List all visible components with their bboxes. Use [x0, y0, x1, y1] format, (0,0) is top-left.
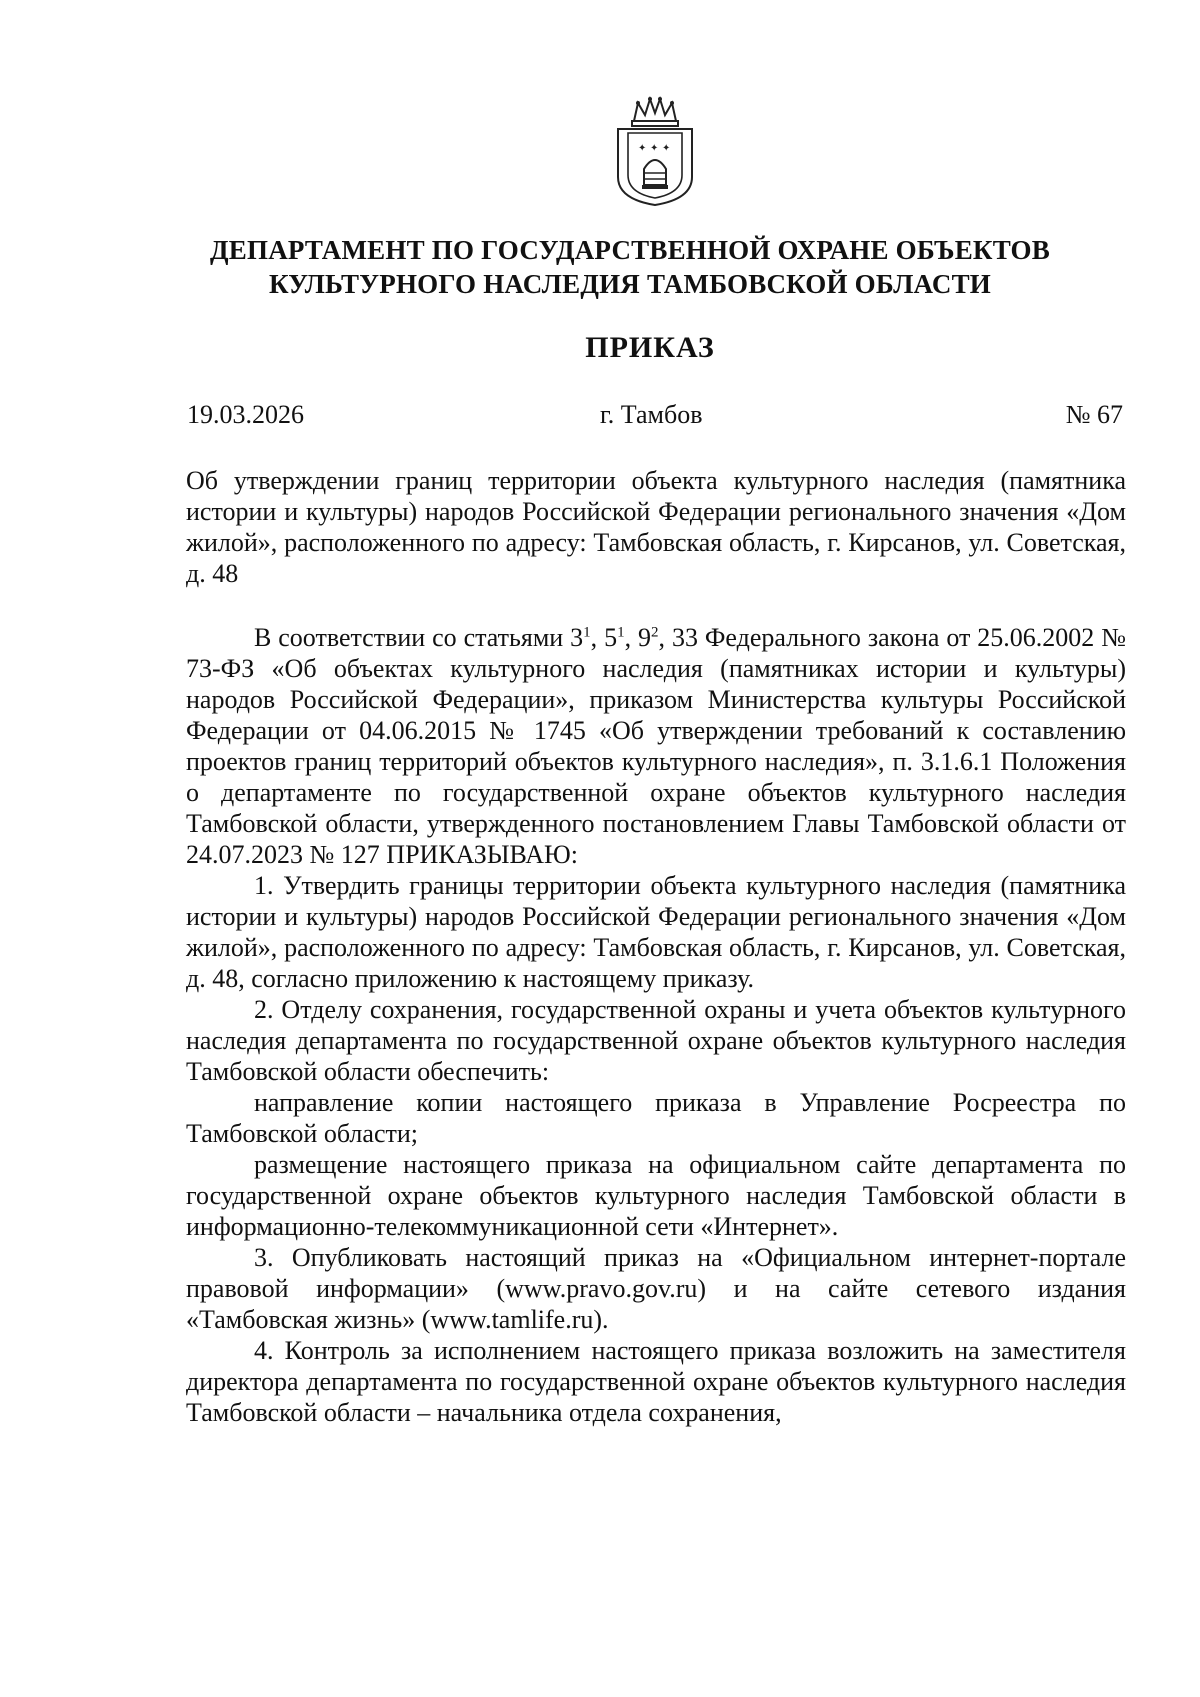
svg-text:✦: ✦: [662, 143, 671, 154]
order-item-3: 3. Опубликовать настоящий приказ на «Официальном интернет-портале правовой информации» (www.pravo.gov.ru) и на сайте сетевого издания «Тамбовская жизнь» (www.tamlife.ru).: [186, 1243, 1126, 1334]
department-title: [150, 233, 1110, 301]
preamble-paragraph: В соответствии со статьями $3^1$, $5^1$, $9^2$, 33 Федерального закона от 25.06.2002 № 73-ФЗ «Об объектах культурного наследия (памятниках истории и культуры) народов Российской Федерации», приказом Министерства культуры Российской Федерации от 04.06.2015 № 1745 «Об утверждении требований к составлению проектов границ территорий объектов культурного наследия», п. 3.1.6.1 Положения о департаменте по государственной охране объектов культурного наследия Тамбовской области, утвержденного постановлением Главы Тамбовской области от 24.07.2023 № 127 ПРИКАЗЫВАЮ:: [186, 623, 1127, 869]
svg-text:✦: ✦: [650, 143, 659, 154]
order-item-1: 1. Утвердить границы территории объекта культурного наследия (памятника истории и культуры) народов Российской Федерации регионального значения «Дом жилой», расположенного по адресу: Тамбовская область, г. Кирсанов, ул. Советская, д. 48, согласно приложению к настоящему приказу.: [186, 871, 1126, 993]
order-item-2-subpoint-1: направление копии настоящего приказа в Управление Росреестра по Тамбовской области;: [186, 1088, 1126, 1148]
document-type: ПРИКАЗ: [585, 331, 715, 364]
document-city: г. Тамбов: [600, 400, 703, 429]
order-item-4: 4. Контроль за исполнением настоящего приказа возложить на заместителя директора департамента по государственной охране объектов культурного наследия Тамбовской области – начальника отдела сохранения,: [186, 1336, 1126, 1427]
document-subject: Об утверждении границ территории объекта культурного наследия (памятника истории и культуры) народов Российской Федерации регионального значения «Дом жилой», расположенного по адресу: Тамбовская область, г. Кирсанов, ул. Советская, д. 48: [186, 466, 1126, 588]
department-title-line1: ДЕПАРТАМЕНТ ПО ГОСУДАРСТВЕННОЙ ОХРАНЕ ОБЪЕКТОВ: [210, 235, 1050, 265]
document-number: № 67: [1065, 400, 1123, 429]
svg-text:✦: ✦: [638, 143, 647, 154]
order-item-2-subpoint-2: размещение настоящего приказа на официальном сайте департамента по государственной охране объектов культурного наследия Тамбовской области в информационно-телекоммуникационной сети «Интернет».: [186, 1150, 1126, 1241]
document-date: 19.03.2026: [187, 400, 304, 429]
document-body: [186, 622, 1126, 1428]
order-item-2: 2. Отделу сохранения, государственной охраны и учета объектов культурного наследия департамента по государственной охране объектов культурного наследия Тамбовской области обеспечить:: [186, 995, 1126, 1086]
tambov-coat-of-arms-icon: [612, 95, 698, 207]
department-title-line2: КУЛЬТУРНОГО НАСЛЕДИЯ ТАМБОВСКОЙ ОБЛАСТИ: [269, 269, 991, 299]
